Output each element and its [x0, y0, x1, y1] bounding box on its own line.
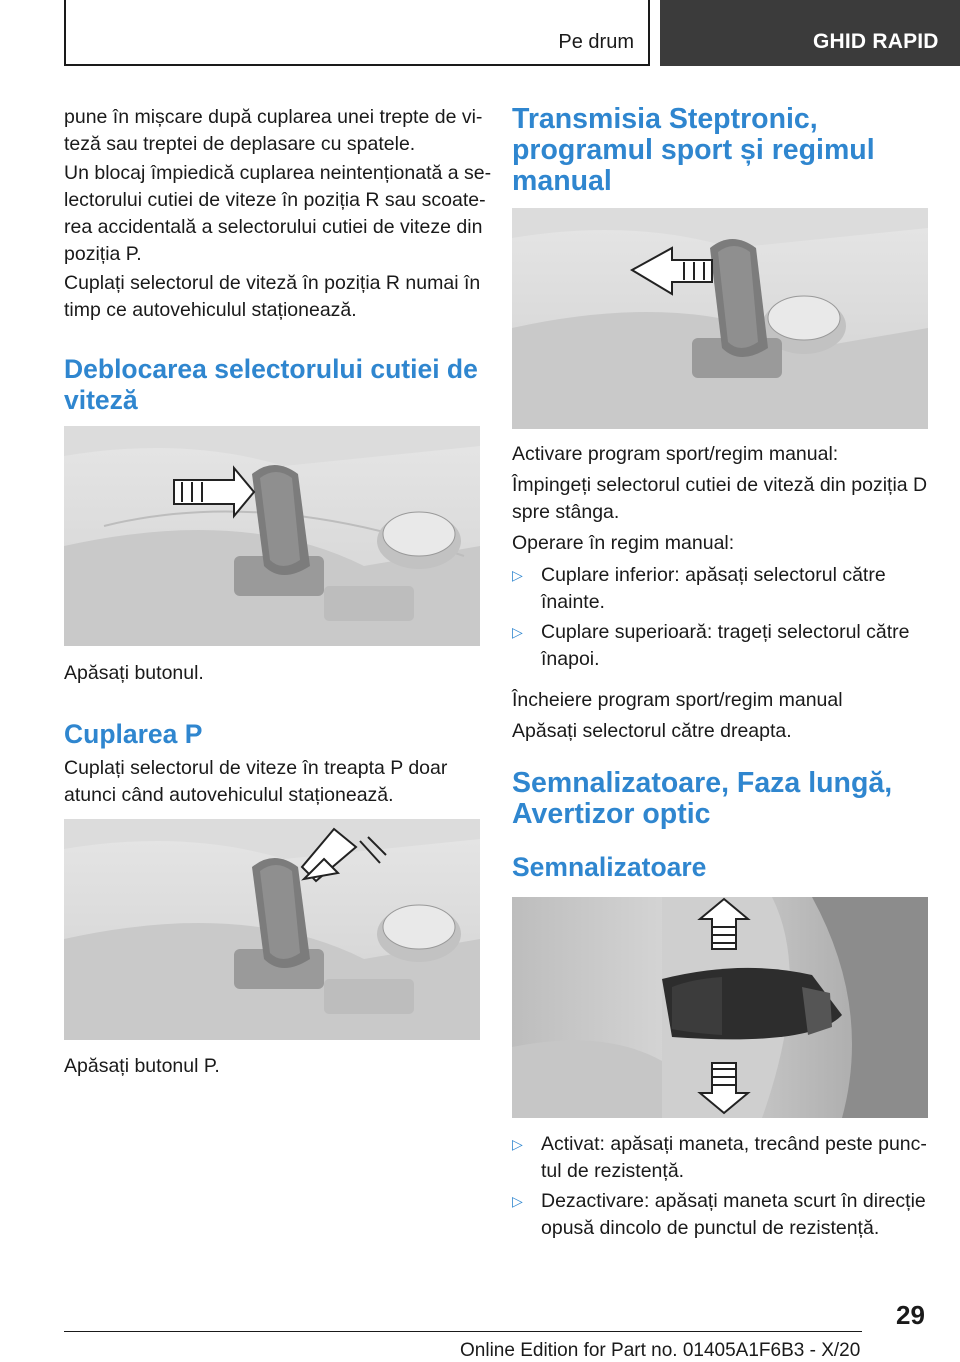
bullet-icon: ▷ — [512, 567, 523, 583]
list-item-text: Cuplare inferior: apăsați selectorul către — [541, 564, 886, 586]
paragraph-line: spre stânga. — [512, 501, 620, 523]
paragraph-line: Activare program sport/regim manual: — [512, 443, 839, 465]
section-heading: Cuplarea P — [64, 719, 203, 749]
paragraph-line: lectorului cutiei de viteze în poziția R sau scoate- — [64, 189, 486, 211]
bullet-icon: ▷ — [512, 1136, 523, 1152]
list-item-text: Cuplare superioară: trageți selectorul către — [541, 621, 910, 643]
footer-edition: Online Edition for Part no. 01405A1F6B3 - X/20 — [460, 1340, 861, 1361]
section-heading: viteză — [64, 385, 138, 415]
chapter-heading: Transmisia Steptronic, — [512, 103, 818, 135]
list-item — [512, 562, 928, 618]
park-button-illustration — [64, 819, 480, 1040]
header-guide-tab — [660, 0, 960, 66]
paragraph-line: atunci când autovehiculul staționează. — [64, 784, 394, 806]
paragraph-line: Apăsați selectorul către dreapta. — [512, 720, 792, 742]
paragraph-line: pune în mișcare după cuplarea unei trepte de vi- — [64, 106, 483, 128]
bullet-icon: ▷ — [512, 624, 523, 640]
list-item-text: înainte. — [541, 591, 605, 613]
section-heading: Deblocarea selectorului cutiei de — [64, 354, 478, 384]
list-item — [512, 1131, 928, 1187]
paragraph-line: Încheiere program sport/regim manual — [512, 689, 843, 711]
list-item — [512, 619, 928, 675]
header-section-box — [64, 0, 650, 66]
section-heading: Semnalizatoare — [512, 852, 707, 882]
chapter-heading: programul sport și regimul — [512, 134, 875, 166]
steptronic-illustration — [512, 208, 928, 429]
paragraph-line: Operare în regim manual: — [512, 532, 735, 554]
paragraph-line: rea accidentală a selectorului cutiei de viteze din — [64, 216, 483, 238]
image-caption: Apăsați butonul P. — [64, 1055, 220, 1077]
paragraph-line: Cuplați selectorul de viteze în treapta P doar — [64, 757, 448, 779]
bullet-icon: ▷ — [512, 1193, 523, 1209]
list-item-text: Dezactivare: apăsați maneta scurt în direcție — [541, 1190, 926, 1212]
footer-divider — [64, 1331, 862, 1332]
list-item-text: Activat: apăsați maneta, trecând peste punc- — [541, 1133, 927, 1155]
page-number: 29 — [896, 1300, 925, 1330]
list-item-text: opusă dincolo de punctul de rezistență. — [541, 1217, 880, 1239]
paragraph-line: teză sau treptei de deplasare cu spatele. — [64, 133, 416, 155]
chapter-heading: Avertizor optic — [512, 798, 711, 830]
list-item — [512, 1188, 928, 1244]
paragraph-line: poziția P. — [64, 243, 142, 265]
paragraph-line: Împingeți selectorul cutiei de viteză din poziția D — [512, 474, 928, 496]
gear-selector-unlock-illustration — [64, 426, 480, 646]
turn-signal-lever-illustration — [512, 897, 928, 1118]
paragraph-line: timp ce autovehiculul staționează. — [64, 299, 357, 321]
chapter-heading: Semnalizatoare, Faza lungă, — [512, 767, 893, 799]
list-item-text: înapoi. — [541, 648, 600, 670]
header-guide-label: GHID RAPID — [813, 30, 939, 53]
chapter-heading: manual — [512, 165, 612, 197]
image-caption: Apăsați butonul. — [64, 662, 204, 684]
paragraph-line: Cuplați selectorul de viteză în poziția R numai în — [64, 272, 481, 294]
paragraph-line: Un blocaj împiedică cuplarea neintenționată a se- — [64, 162, 492, 184]
header-section-label: Pe drum — [558, 31, 634, 53]
list-item-text: tul de rezistență. — [541, 1160, 685, 1182]
